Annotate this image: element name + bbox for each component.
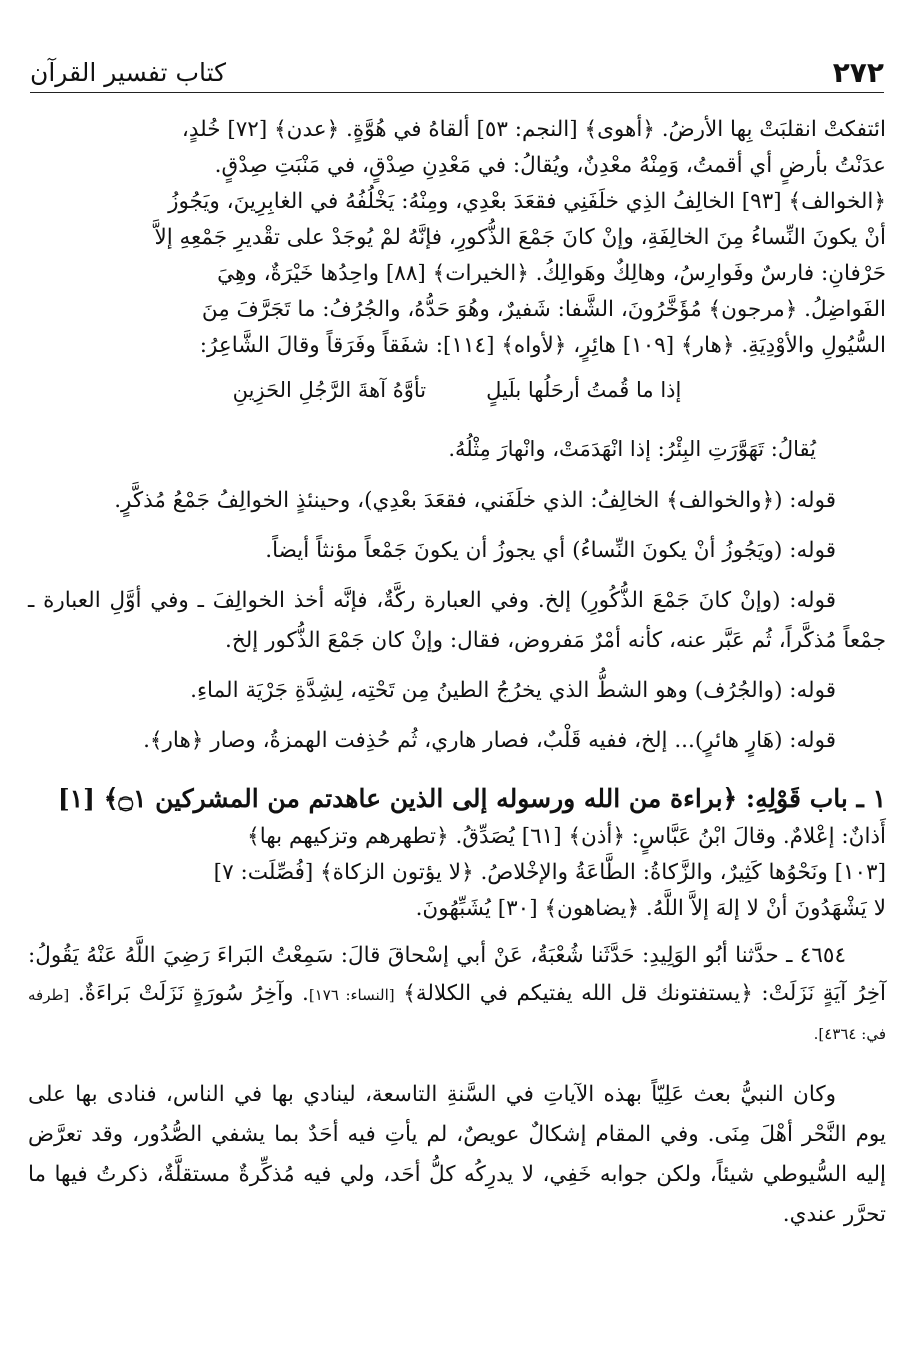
poem-note: يُقالُ: تَهَوَّرَتِ البِئْرُ: إذا انْهَدَمَتْ، وانْهارَ مِثْلُهُ. [448,437,816,461]
commentary-paragraph: قوله: (﴿والخوالف﴾ الخالِفُ: الذي خلَفَني، فقعَدَ بعْدِي)، وحينئذٍ الخوالِفُ جَمْعُ مُذكَّرٍ. [114,488,836,513]
hadith-cross-reference: [طرفه في: ٤٣٦٤]. [28,986,886,1043]
commentary-paragraph: قوله: (هَارٍ هائرٍ)... إلخ، ففيه قَلْبٌ، فصار هاري، ثُم حُذِفت الهمزةُ، وصار ﴿هار﴾. [143,728,836,753]
chapter-line: [١٠٣] ونَحْوُها كَثِيرٌ، والزَّكاةُ: الطَّاعَةُ والإخْلاصُ. ﴿لا يؤتون الزكاة﴾ [فُصِّلَت: ٧] [213,860,886,885]
glossary-line: الفَواضِلُ. ﴿مرجون﴾ مُؤَخَّرُونَ، الشَّفا: شَفيرٌ، وهُوَ حَدُّهُ، والجُرُفُ: ما تَجَرَّفَ مِنَ [201,297,886,322]
book-title: كتاب تفسير القرآن [30,57,227,87]
glossary-line: ﴿الخوالف﴾ [٩٣] الخالِفُ الذِي خلَفَنِي فقعَدَ بعْدِي، ومِنْهُ: يَخْلُفُهُ في الغابِرِينَ، ويَجُوزُ [168,189,886,214]
poem-verse [28,370,886,410]
glossary-line: عدَنْتُ بأرضٍ أي أقمتُ، وَمِنْهُ معْدِنٌ، ويُقالُ: في مَعْدِنِ صِدْقٍ، في مَنْبَتِ صِدْقٍ. [214,153,886,178]
page-body [28,112,886,1256]
commentary-paragraph: قوله: (والجُرُف) وهو الشطُّ الذي يخرُجُ الطينُ مِن تَحْتِه، لِشِدَّةِ جَرْيَة الماءِ. [190,678,836,703]
glossary-section [28,112,886,364]
final-paragraph: وكان النبيُّ بعث عَلِيّاً بهذه الآياتِ في السَّنةِ التاسعة، لينادي بها في الناس، فنادى بها على يوم النَّحْر أهْلَ مِنَى. وفي المقام إشكالٌ عويصٌ، لم يأتِ فيه أحَدٌ بما يشفي الصُّدُور، وقد تعرَّض إليه السُّيوطي شيئاً، ولكن جوابه خَفِي، لا يدرِكُه كلُّ أحَد، ولي فيه مُذكِّرةٌ مستقلَّةٌ، ذكرتُ فيها ما تحرَّر عندي. [28,1081,886,1227]
poem-second-hemistich: تأوَّهُ آهةَ الرَّجُلِ الحَزِينِ [232,378,427,402]
chapter-line: أَذانٌ: إعْلامٌ. وقالَ ابْنُ عَبَّاسٍ: ﴿أذن﴾ [٦١] يُصَدِّقُ. ﴿تطهرهم وتزكيهم بها﴾ [247,824,886,849]
hadith-text [28,937,886,1053]
hadith-body-end: . وآخِرُ سُورَةٍ نَزَلَتْ بَراءَةٌ. [77,981,309,1006]
glossary-line: ائتفكتْ انقلبَتْ بِها الأرضُ. ﴿أهوى﴾ [النجم: ٥٣] ألقاهُ في هُوَّةٍ. ﴿عدن﴾ [٧٢] خُلدٍ، [181,117,886,142]
glossary-line: حَرْفانِ: فارسٌ وفَوارِسُ، وهالِكٌ وهَوالِكُ. ﴿الخيرات﴾ [٨٨] واحِدُها خَيْرَةٌ، وهِيَ [217,261,886,286]
poem-first-hemistich: إذا ما قُمتُ أرحَلُها بلَيلٍ [486,378,682,402]
page-header [30,52,884,93]
commentary-section [28,481,886,761]
chapter-title: ١ ـ باب قَوْلِهِ: ﴿براءة من الله ورسوله إلى الذين عاهدتم من المشركين ۝١﴾ [١] [57,784,886,813]
chapter-section [28,779,886,927]
hadith-body: ٤٦٥٤ ـ حدَّثنا أبُو الوَلِيدِ: حَدَّثَنا شُعْبَةُ، عَنْ أبي إسْحاقَ قالَ: سَمِعْتُ البَراءَ رَضِيَ اللَّهُ عَنْهُ يَقُولُ: آخِرُ آيَةٍ نَزَلَتْ: ﴿يستفتونك قل الله يفتيكم في الكلالة﴾ [28,943,886,1006]
commentary-paragraph: قوله: (ويَجُوزُ أنْ يكونَ النِّساءُ) أي يجوزُ أن يكونَ جَمْعاً مؤنثاً أيضاً. [265,538,836,563]
glossary-line: أنْ يكونَ النِّساءُ مِنَ الخالِفَةِ، وإنْ كانَ جَمْعَ الذُّكورِ، فإنَّهُ لمْ يُوجَدْ على تقْديرِ جَمْعِهِ إلاَّ [154,225,886,250]
chapter-line: لا يَشْهَدُونَ أنْ لا إلهَ إلاَّ اللَّهُ. ﴿يضاهون﴾ [٣٠] يُشَبِّهُونَ. [415,896,886,921]
hadith-surah-reference: [النساء: ١٧٦] [308,986,395,1004]
glossary-line: السُّيُولِ والأوْدِيَةِ. ﴿هار﴾ [١٠٩] هائِرٍ، ﴿لأواه﴾ [١١٤]: شفَقاً وفَرَقاً وقالَ الشَّاعِرُ: [199,333,886,358]
page-number: ٢٧٢ [832,55,884,89]
commentary-paragraph: قوله: (وإنْ كانَ جَمْعَ الذُّكُورِ) إلخ. وفي العبارة ركَّةٌ، فإنَّه أخذ الخوالِفَ ـ وفي أوَّلِ العبارة ـ جمْعاً مُذكَّراً، ثُم عَبَّر عنه، كأنه أمْرٌ مَفروض، فقال: وإنْ كان جَمْعَ الذُّكور إلخ. [28,588,886,653]
